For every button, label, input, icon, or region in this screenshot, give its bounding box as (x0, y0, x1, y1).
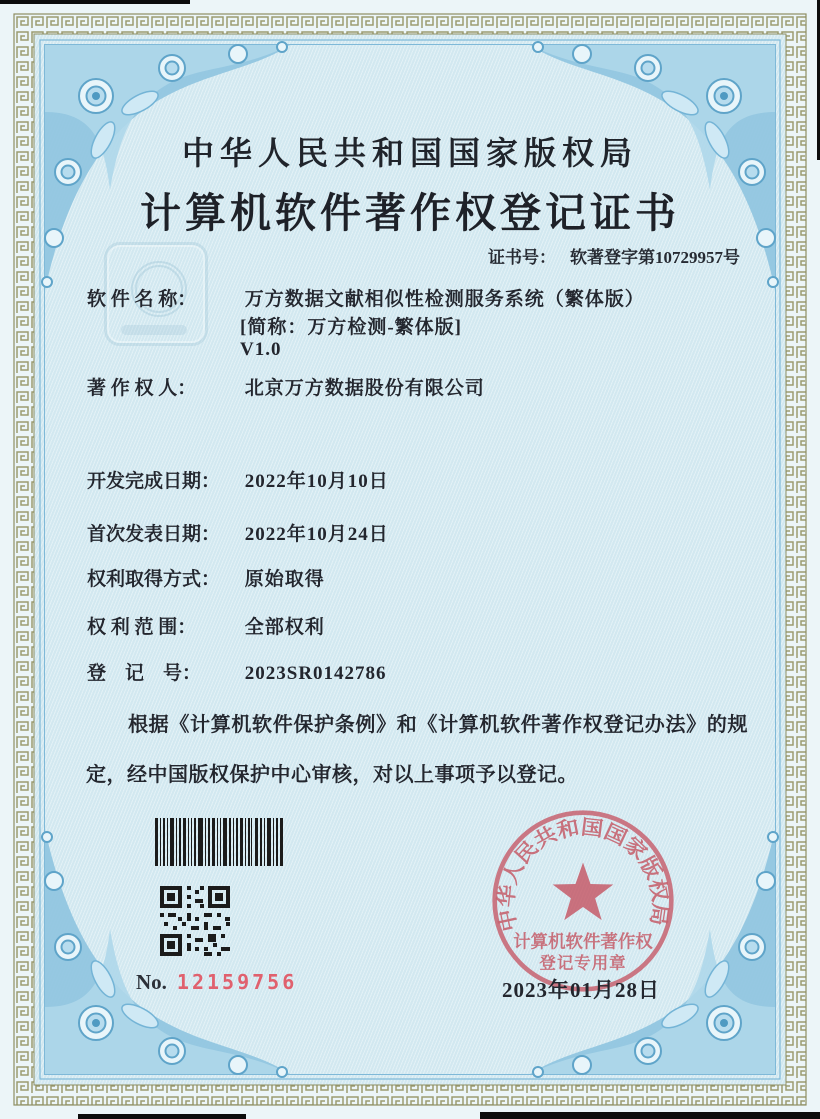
field-value: 全部权利 (244, 617, 325, 638)
barcode (155, 818, 283, 866)
serial-number-label: No. (136, 970, 167, 994)
emboss-watermark-dots (121, 325, 187, 335)
issuing-authority: 中华人民共和国国家版权局 (181, 135, 638, 171)
software-version: V1.0 (240, 339, 282, 360)
scan-artifact-top (0, 0, 190, 4)
seal-star-icon (553, 862, 614, 920)
field-label: 登 记 号： (87, 663, 202, 684)
field-value: 万方数据文献相似性检测服务系统（繁体版） (244, 289, 645, 310)
field-value: 2022年10月10日 (244, 471, 389, 492)
qr-code (160, 886, 230, 956)
certificate-number-label: 证书号： (488, 248, 556, 267)
registration-statement: 根据《计算机软件保护条例》和《计算机软件著作权登记办法》的规定，经中国版权保护中心审核，对以上事项予以登记。 (86, 714, 748, 786)
field-value: 2023SR0142786 (244, 663, 387, 684)
field-label: 开发完成日期： (87, 471, 221, 492)
field-value: 北京万方数据股份有限公司 (244, 378, 485, 399)
seal-line2: 登记专用章 (539, 953, 627, 973)
field-rights-scope (87, 612, 325, 639)
scan-artifact-bottom-right (480, 1112, 820, 1119)
seal-line1: 计算机软件著作权 (513, 931, 653, 952)
field-copyright-owner (87, 373, 485, 400)
field-registration-number (87, 658, 387, 685)
registration-date: 2023年01月28日 (502, 978, 660, 1002)
scan-artifact-bottom-left (78, 1114, 246, 1119)
software-short-name: [简称：万方检测-繁体版] (240, 317, 462, 338)
field-first-publish-date (87, 519, 389, 546)
field-label: 著 作 权 人： (87, 378, 197, 399)
certificate-number-value: 软著登字第10729957号 (570, 248, 740, 267)
certificate-number-line (488, 243, 740, 268)
field-label: 软 件 名 称： (87, 289, 197, 310)
field-label: 权 利 范 围： (87, 617, 197, 638)
field-label: 首次发表日期： (87, 524, 221, 545)
field-value: 2022年10月24日 (244, 524, 389, 545)
field-value: 原始取得 (244, 569, 325, 590)
field-dev-complete-date (87, 466, 389, 493)
serial-number-value: 12159756 (176, 970, 298, 994)
serial-number-line (136, 970, 297, 995)
field-label: 权利取得方式： (87, 569, 221, 590)
seal-ring-text: 中华人民共和国国家版权局 (495, 816, 671, 934)
certificate-title: 计算机软件著作权登记证书 (140, 190, 680, 236)
official-seal (488, 806, 678, 996)
field-software-name (87, 284, 645, 311)
field-rights-acquisition (87, 564, 325, 591)
